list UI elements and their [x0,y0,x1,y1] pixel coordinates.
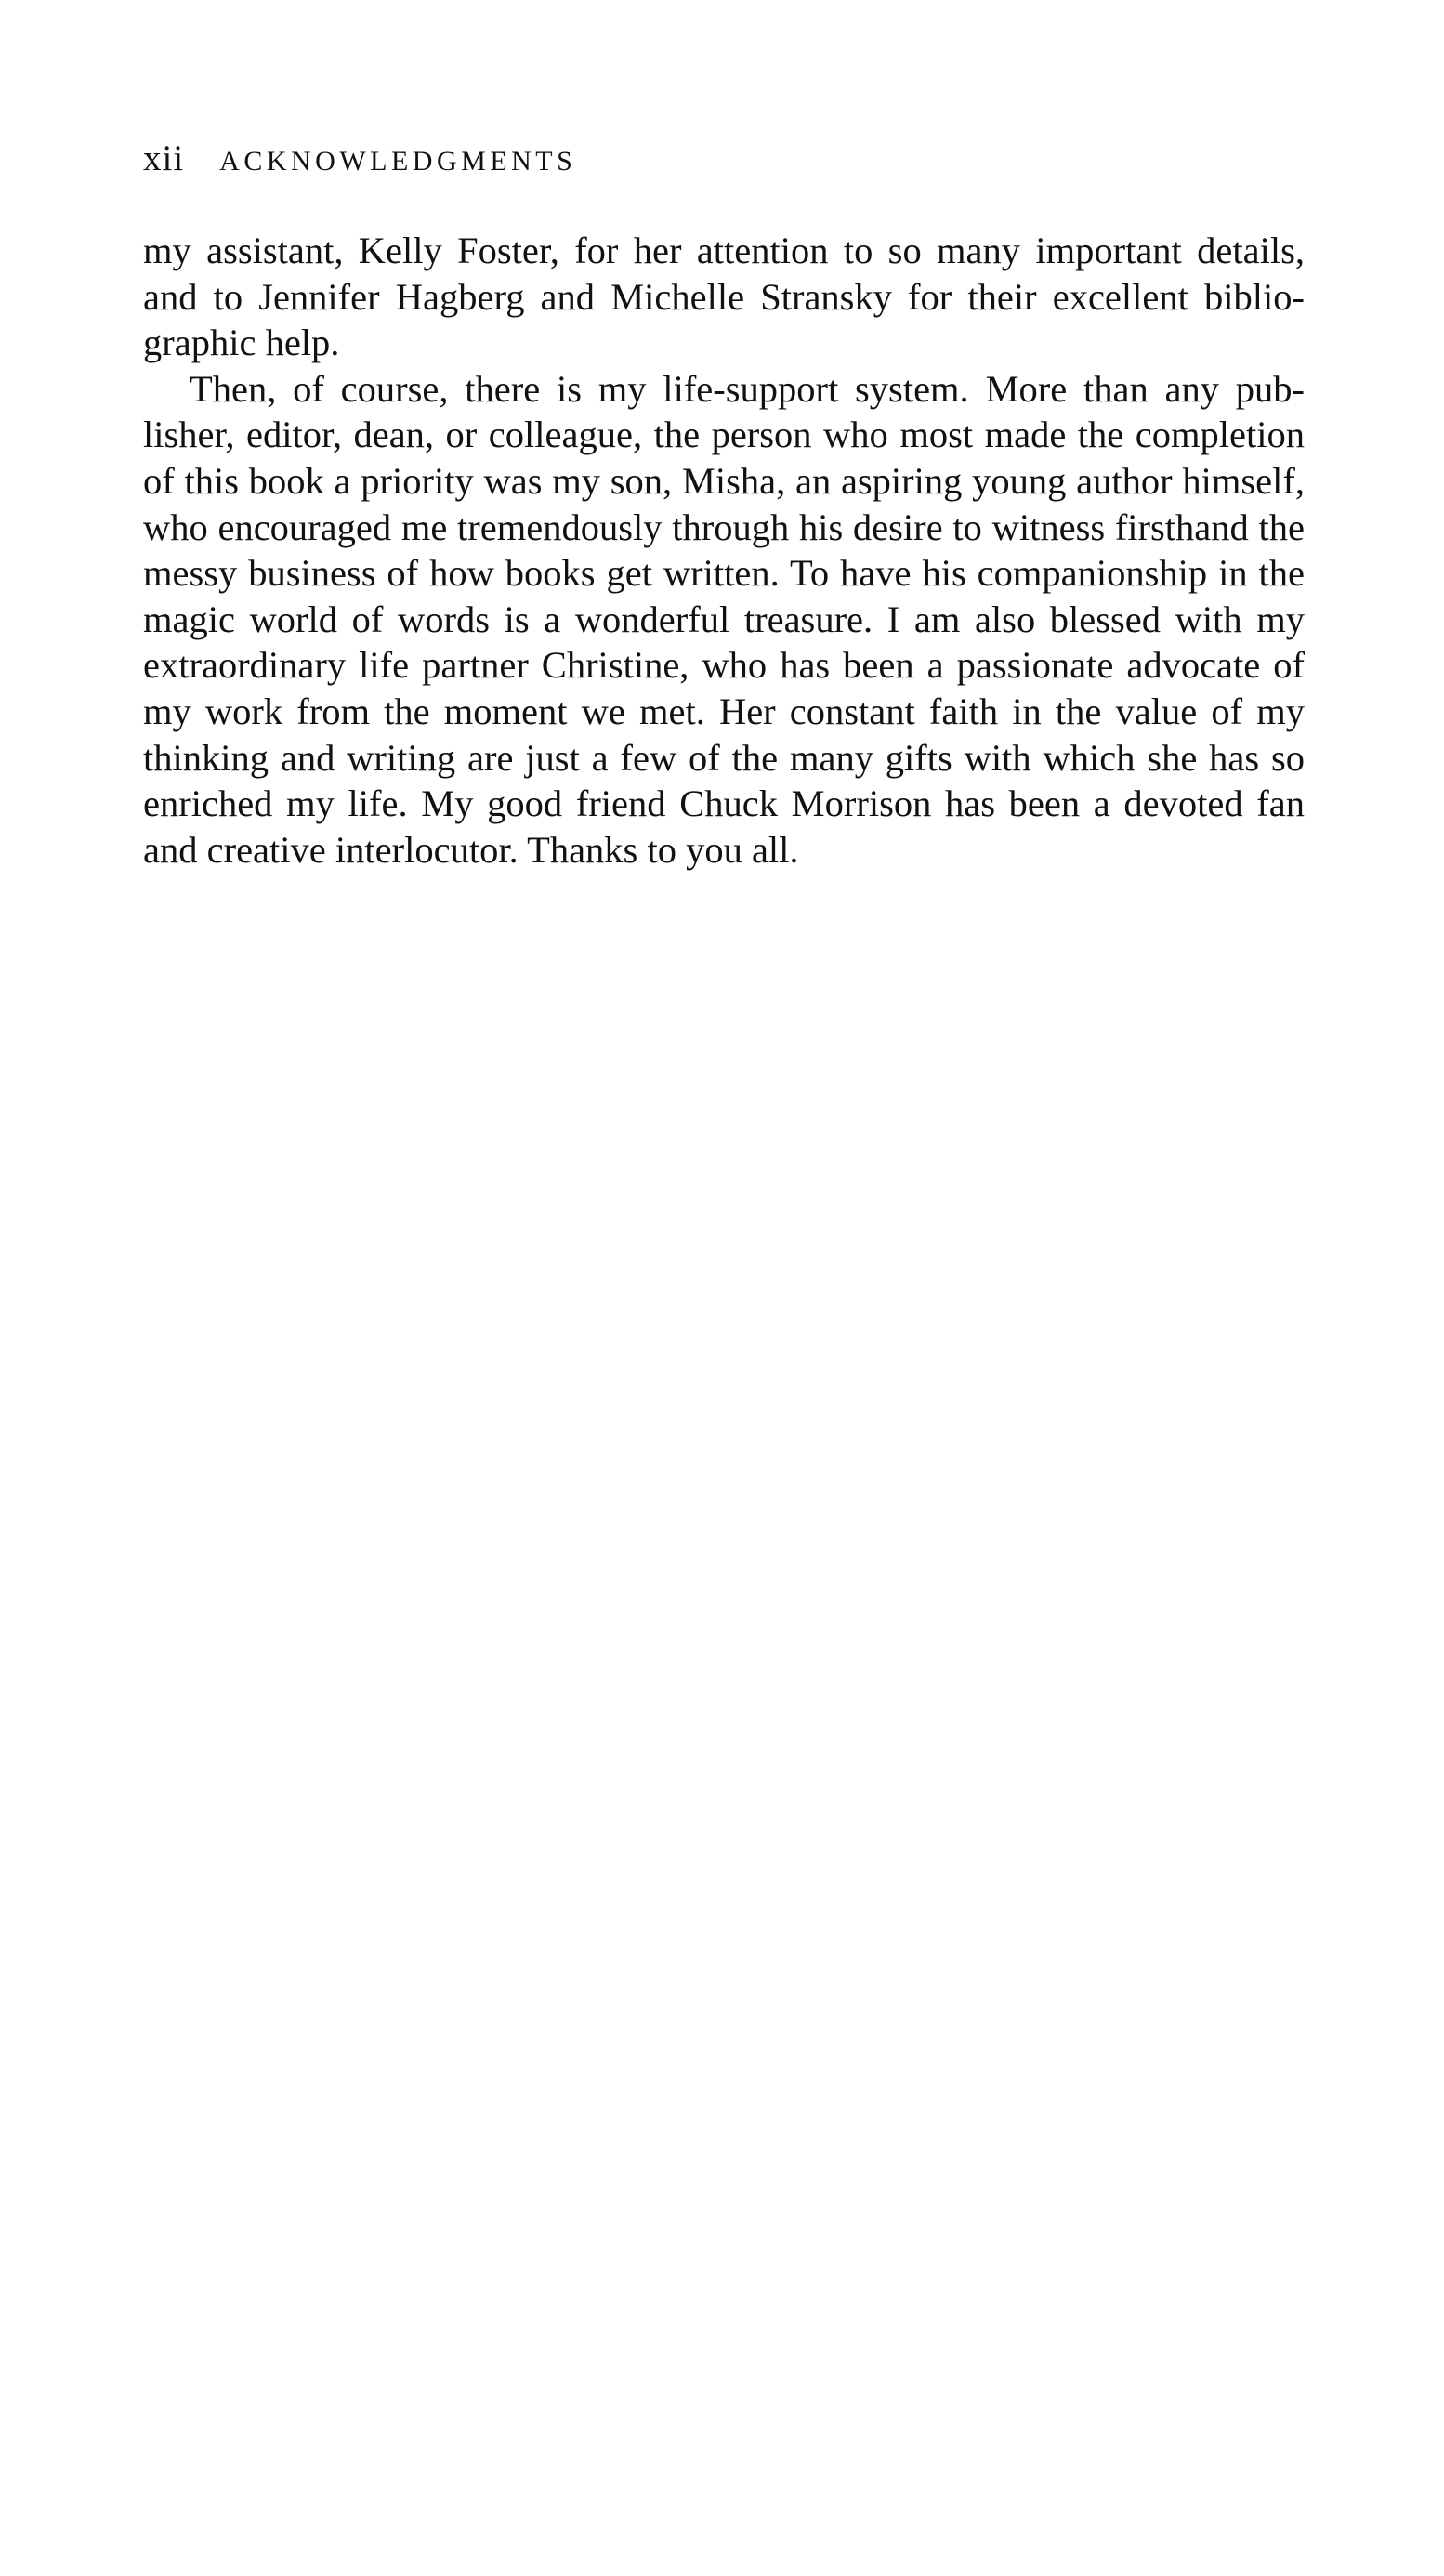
running-head [143,138,576,182]
running-title: ACKNOWLEDGMENTS [219,146,577,177]
body-text [143,228,1305,873]
paragraph-continued: my assistant, Kelly Foster, for her attention to so many important details, and to Jennifer Hagberg and Michelle Stransky for their excellent bibliographic help. [143,230,1305,364]
page-number: xii [143,138,185,178]
paragraph-life-support: Then, of course, there is my life-support system. More than any publisher, editor, dean, or colleague, the person who most made the completion of this book a priority was my son, Misha, an aspiring young author himself, who encouraged me tremendously through his desire to witness firsthand the messy business of how books get written. To have his companionship in the magic world of words is a wonderful treasure. I am also blessed with my extraordinary life partner Christine, who has been a passionate advocate of my work from the moment we met. Her constant faith in the value of my thinking and writing are just a few of the many gifts with which she has so enriched my life. My good friend Chuck Morrison has been a devoted fan and creative interlocutor. Thanks to you all. [143,367,1305,871]
